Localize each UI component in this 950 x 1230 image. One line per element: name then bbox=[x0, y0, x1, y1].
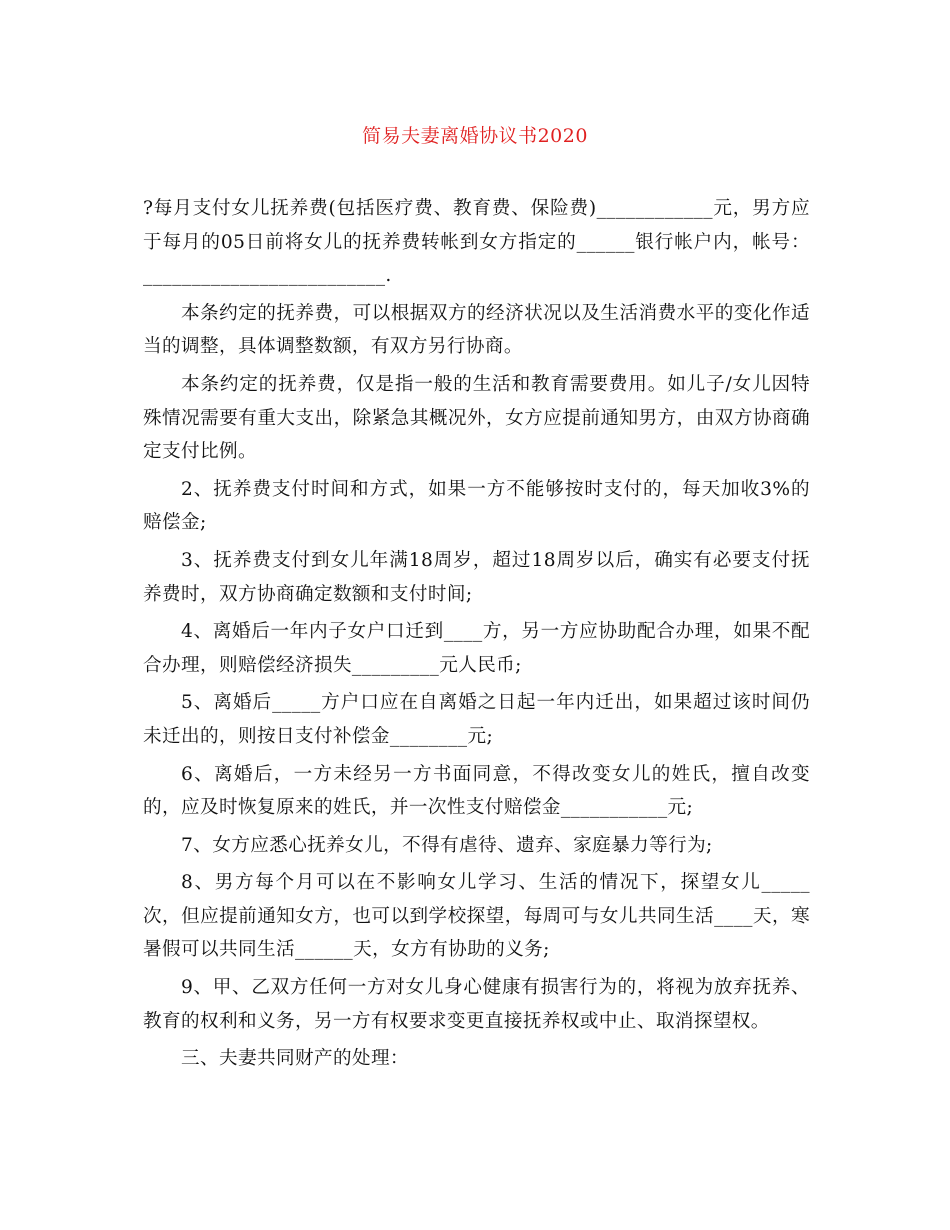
document-body bbox=[143, 192, 810, 1080]
paragraph-clause-8: 8、男方每个月可以在不影响女儿学习、生活的情况下，探望女儿_____次，但应提前通知女方，也可以到学校探望，每周可与女儿共同生活____天，寒暑假可以共同生活______天，女方有协助的义务; bbox=[143, 872, 810, 961]
section-heading-property: 三、夫妻共同财产的处理： bbox=[181, 1048, 409, 1070]
paragraph-clause-2: 2、抚养费支付时间和方式，如果一方不能够按时支付的，每天加收3%的赔偿金; bbox=[143, 478, 810, 534]
paragraph-support-payment: ?每月支付女儿抚养费(包括医疗费、教育费、保险费)____________元，男方应于每月的05日前将女儿的抚养费转帐到女方指定的______银行帐户内，帐号：_________________________. bbox=[143, 198, 810, 287]
paragraph-clause-3: 3、抚养费支付到女儿年满18周岁，超过18周岁以后，确实有必要支付抚养费时，双方协商确定数额和支付时间; bbox=[143, 549, 810, 605]
paragraph-special-expenses: 本条约定的抚养费，仅是指一般的生活和教育需要费用。如儿子/女儿因特殊情况需要有重大支出，除紧急其概况外，女方应提前通知男方，由双方协商确定支付比例。 bbox=[143, 373, 810, 463]
paragraph-adjustment: 本条约定的抚养费，可以根据双方的经济状况以及生活消费水平的变化作适当的调整，具体调整数额，有双方另行协商。 bbox=[143, 302, 810, 358]
paragraph-clause-6: 6、离婚后，一方未经另一方书面同意，不得改变女儿的姓氏，擅自改变的，应及时恢复原来的姓氏，并一次性支付赔偿金___________元; bbox=[143, 763, 810, 819]
paragraph-clause-7: 7、女方应悉心抚养女儿，不得有虐待、遗弃、家庭暴力等行为; bbox=[181, 834, 713, 856]
paragraph-clause-9: 9、甲、乙双方任何一方对女儿身心健康有损害行为的，将视为放弃抚养、教育的权利和义务，另一方有权要求变更直接抚养权或中止、取消探望权。 bbox=[143, 977, 810, 1032]
paragraph-clause-4: 4、离婚后一年内子女户口迁到____方，另一方应协助配合办理，如果不配合办理，则赔偿经济损失_________元人民币; bbox=[143, 621, 810, 676]
paragraph-clause-5: 5、离婚后_____方户口应在自离婚之日起一年内迁出，如果超过该时间仍未迁出的，则按日支付补偿金________元; bbox=[143, 692, 810, 747]
document-title: 简易夫妻离婚协议书2020 bbox=[362, 125, 588, 147]
